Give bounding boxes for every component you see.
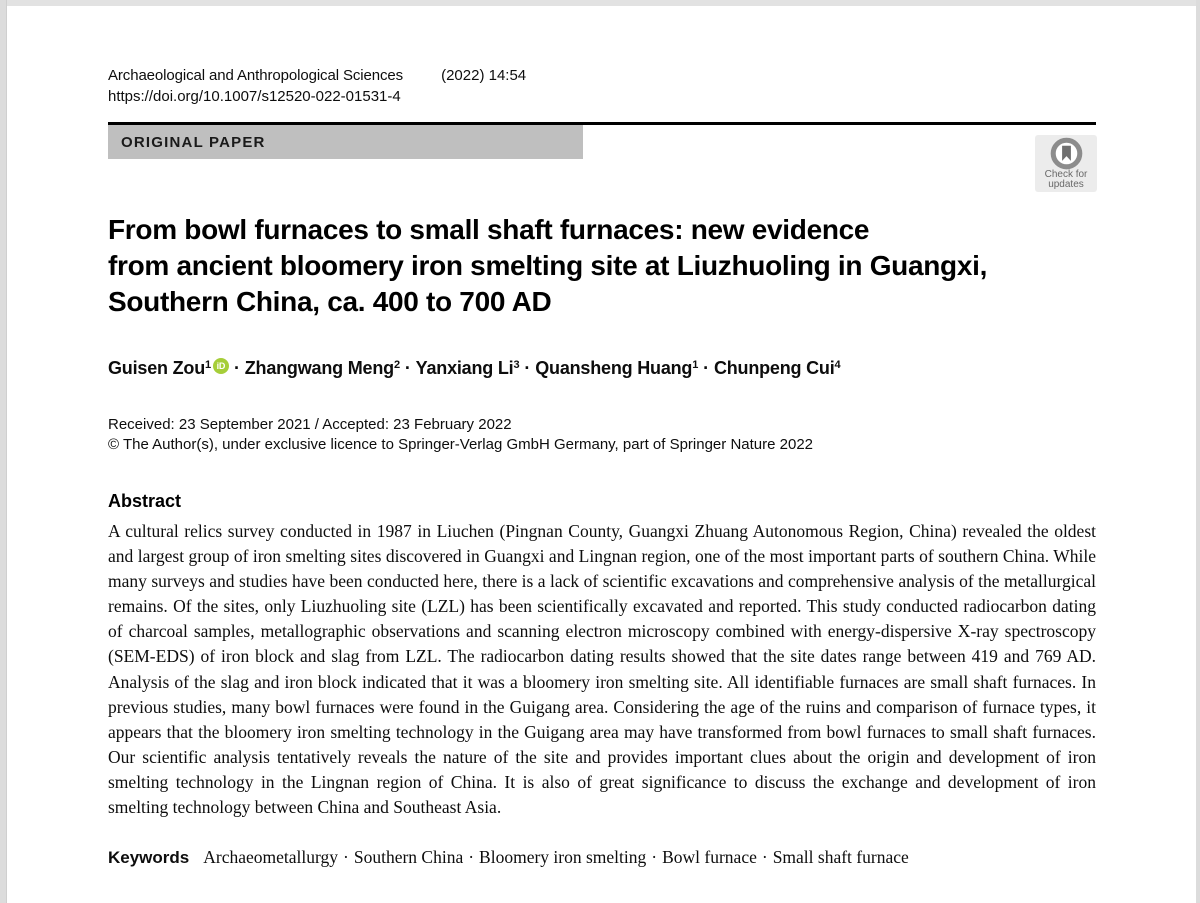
page-edge-right — [1196, 0, 1200, 903]
crossmark-icon — [1050, 137, 1083, 170]
article-type-banner — [108, 125, 583, 159]
author-affiliation-mark: 1 — [205, 359, 211, 371]
author-affiliation-mark: 3 — [513, 359, 520, 371]
check-badge-label — [1045, 170, 1088, 190]
keyword: Archaeometallurgy — [203, 847, 339, 868]
abstract-heading: Abstract — [108, 491, 182, 511]
paper-page — [108, 0, 1096, 868]
page-edge-left — [0, 0, 7, 903]
check-badge-line1: Check for — [1044, 169, 1088, 180]
author-name: Zhangwang Meng — [244, 358, 394, 378]
paper-title-line2: from ancient bloomery iron smelting site at Liuzhuoling in Guangxi, — [108, 250, 988, 281]
journal-header — [108, 66, 1096, 86]
check-badge-line2: updates — [1048, 179, 1084, 190]
keyword: Southern China — [353, 847, 464, 868]
author-affiliation-mark: 4 — [834, 359, 841, 371]
doi-link[interactable]: https://doi.org/10.1007/s12520-022-01531-4 — [108, 88, 401, 105]
keyword-separator: · — [343, 847, 349, 868]
keyword: Bowl furnace — [662, 847, 757, 868]
author-name: Guisen Zou — [108, 358, 206, 378]
paper-title — [108, 212, 1096, 320]
author-affiliation-mark: 2 — [393, 359, 400, 371]
keywords-heading: Keywords — [108, 848, 190, 868]
author-affiliation-mark: 1 — [692, 359, 699, 371]
keyword-separator: · — [651, 847, 658, 868]
journal-citation: (2022) 14:54 — [441, 67, 527, 84]
keyword: Small shaft furnace — [772, 847, 909, 868]
abstract-text: A cultural relics survey conducted in 1987 in Liuchen (Pingnan County, Guangxi Zhuang Autonomous Region, China) revealed the oldest and largest group of iron smelting sites discovered in Guangxi and Lingnan region, one of the most important parts of southern China. While many surveys and studies have been conducted here, there is a lack of scientific excavations and comprehensive analysis of the metallurgical remains. Of the sites, only Liuzhuoling site (LZL) has been scientifically excavated and reported. This study conducted radiocarbon dating of charcoal samples, metallographic observations and scanning electron microscopy combined with energy-dispersive X-ray spectroscopy (SEM-EDS) of iron block and slag from LZL. The radiocarbon dating results showed that the site dates range between 419 and 769 AD. Analysis of the slag and iron block indicated that it was a bloomery iron smelting site. All identifiable furnaces are small shaft furnaces. In previous studies, many bowl furnaces were found in the Guigang area. Considering the age of the ruins and comparison of furnace types, it appears that the bloomery iron smelting technology in the Guigang area may have transformed from bowl furnaces to small shaft furnaces. Our scientific analysis tentatively reveals the nature of the site and provides important clues about the origin and development of iron smelting technology in the Lingnan region of China. It is also of great significance to discuss the exchange and development of iron smelting technology between China and Southeast Asia. — [108, 521, 1096, 818]
doi-line — [108, 86, 1096, 108]
check-for-updates-badge[interactable] — [1035, 135, 1097, 192]
orcid-icon[interactable]: iD — [213, 358, 229, 374]
keywords-line — [108, 847, 1096, 868]
article-type-label: ORIGINAL PAPER — [121, 133, 266, 151]
received-accepted-line: Received: 23 September 2021 / Accepted: 23 February 2022 — [108, 416, 512, 433]
keywords-content — [203, 847, 909, 867]
author-name: Quansheng Huang — [535, 358, 693, 378]
author-separator: · — [703, 358, 709, 378]
paper-title-line3: Southern China, ca. 400 to 700 AD — [108, 286, 552, 317]
author-separator: · — [404, 358, 411, 378]
keyword-separator: · — [761, 847, 768, 868]
author-list — [108, 358, 1096, 379]
keyword-separator: · — [468, 847, 475, 868]
paper-title-line1: From bowl furnaces to small shaft furnaces: new evidence — [108, 214, 870, 245]
copyright-line: © The Author(s), under exclusive licence to Springer-Verlag GmbH Germany, part of Springer Nature 2022 — [108, 436, 813, 453]
keyword: Bloomery iron smelting — [479, 847, 647, 868]
author-name: Yanxiang Li — [415, 358, 514, 378]
author-name: Chunpeng Cui — [713, 358, 835, 378]
author-separator: · — [524, 358, 531, 378]
author-separator: · — [233, 358, 240, 378]
journal-name: Archaeological and Anthropological Sciences — [108, 67, 404, 84]
